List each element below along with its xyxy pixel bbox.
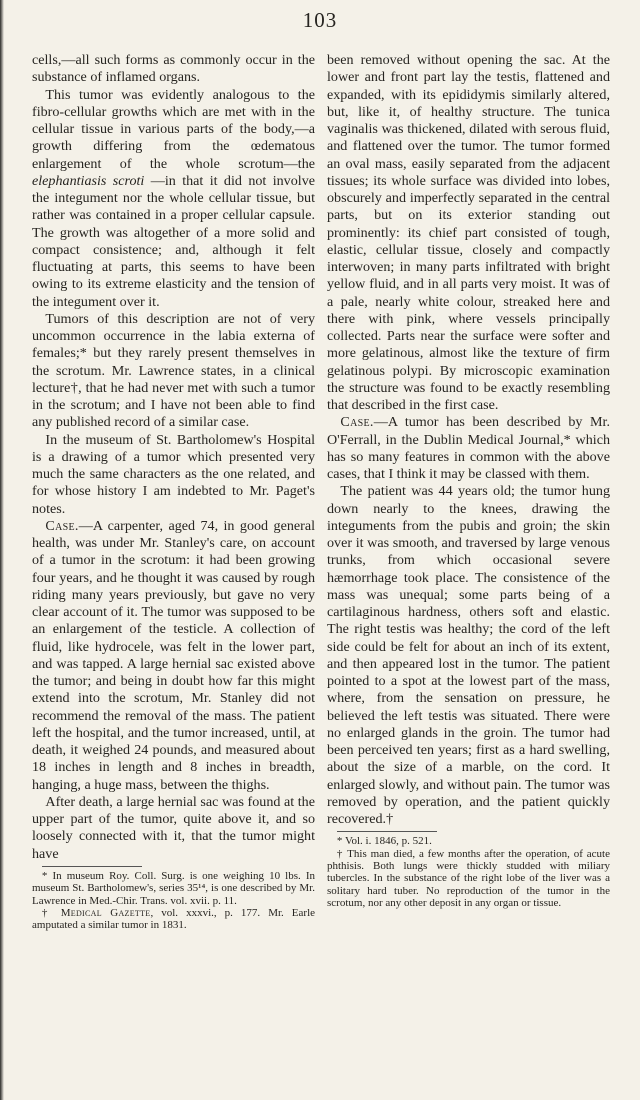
footnote-rule — [42, 866, 142, 867]
footnotes-right — [327, 835, 610, 909]
footnote-rule — [337, 831, 437, 832]
text-run: —A tumor has been described by Mr. O'Ferrall, in the Dublin Medical Journal,* which has so many features in common with the above cases, that I think it may be classed with them. — [327, 414, 610, 482]
text-run: —in that it did not involve the integument nor the whole cellular tissue, but rather was contained in a proper cellular capsule. The growth was altogether of a more solid and compact consistence; and, although it felt fluctuating at parts, this seems to have been owing to its extreme elasticity and the tension of the integument over it. — [32, 172, 315, 310]
text-run: , vol. xxxvi., p. 177. Mr. Earle amputated a similar tumor in 1831. — [32, 906, 316, 932]
paragraph — [32, 518, 315, 794]
paragraph — [327, 414, 610, 483]
footnote — [32, 907, 315, 932]
paragraph — [32, 87, 315, 311]
left-column — [32, 52, 315, 932]
paragraph: cells,—all such forms as commonly occur in the substance of inflamed organs. — [32, 52, 315, 86]
footnote: * Vol. i. 1846, p. 521. — [336, 835, 432, 848]
paragraph: After death, a large hernial sac was found at the upper part of the tumor, quite above it, and so loosely connected with it, that the tumor might have — [32, 793, 315, 862]
text-run: —A carpenter, aged 74, in good general health, was under Mr. Stanley's care, on account of a tumor in the scrotum: it had been growing four years, and he thought it was caused by rough riding many years previously, but gave no very clear account of it. The tumor was supposed to be an enlargement of the testicle. A collection of fluid, like hydrocele, was felt in the lower part, and was tapped. A large hernial sac existed above the tumor; and being in doubt how far this might extend into the scrotum, Mr. Stanley did not recommend the removal of the mass. The patient left the hospital, and the tumor increased, until, at death, it weighed 24 pounds, and measured about 18 inches in length and 8 inches in breadth, hanging, a huge mass, between the thighs. — [32, 517, 315, 793]
page-number: 103 — [302, 8, 338, 32]
paragraph: been removed without opening the sac. At the lower and front part lay the testis, flattened and expanded, with its epididymis similarly altered, but, like it, of healthy structure. The tunica vaginalis was thickened, dilated with serous fluid, and flattened over the tumor. The tumor formed an oval mass, easily separated from the adjacent tissues; its whole surface was divided into lobes, obscurely and imperfectly separated in the central parts, but on its exterior standing out prominently: its chief part consisted of tough, elastic, cellular tissue, closely and compactly interwoven; in many parts infiltrated with bright yellow fluid, and in all parts very moist. It was of a pale, nearly white colour, streaked here and there with pink, where vessels principally collected. Parts near the surface were softer and more gelatinous, almost like the texture of firm gelatinous polypi. By microscopic examination the structure was found to be exactly resembling that described in the first case. — [327, 52, 610, 413]
italic-term: elephantiasis scroti — [32, 172, 145, 189]
footnote: † This man died, a few months after the operation, of acute phthisis. Both lungs were thickly studded with miliary tubercles. In the substance of the right lobe of the liver was a solitary hard tuber. No reproduction of the tumor in the scrotum, nor any other deposit in any organ or tissue. — [327, 847, 610, 910]
paragraph: Tumors of this description are not of very uncommon occurrence in the labia externa of females;* but they rarely present themselves in the scrotum. Mr. Lawrence states, in a clinical lecture†, that he had never met with such a tumor in the scrotum; and I have not been able to find any published record of a similar case. — [32, 310, 315, 431]
text-run: † — [41, 906, 61, 919]
footnote: * In museum Roy. Coll. Surg. is one weighing 10 lbs. In museum St. Bartholomew's, series 35¹⁴, is one described by Mr. Lawrence in Med.-Chir. Trans. vol. xvii. p. 11. — [32, 869, 315, 907]
footnotes-left — [32, 870, 315, 932]
paragraph: In the museum of St. Bartholomew's Hospital is a drawing of a tumor which presented very much the same characters as the one related, and for whose history I am indebted to Mr. Paget's notes. — [32, 431, 315, 517]
journal-name: Medical Gazette — [60, 906, 151, 919]
page-edge-shadow — [0, 0, 4, 1100]
case-label: Case. — [340, 414, 374, 431]
right-column — [327, 52, 610, 910]
case-label: Case. — [45, 517, 79, 534]
paragraph: The patient was 44 years old; the tumor hung down nearly to the knees, drawing the integuments from the pubis and groin; the skin over it was smooth, and traversed by large venous trunks, from which occasional severe hæmorrhage took place. The consistence of the mass was unequal; some parts being of a cartilaginous hardness, others soft and elastic. The right testis was healthy; the cord of the left side could be felt for about an inch of its extent, and then appeared lost in the tumor. The patient pointed to a spot at the lowest part of the mass, where, from the sensation on pressure, he believed the left testis was situated. There were no enlarged glands in the groin. The tumor had been perceived ten years; first as a hard swelling, about the size of a marble, on the cord. It enlarged slowly, and without pain. The tumor was removed by operation, and the patient quickly recovered.† — [327, 483, 610, 827]
text-run: This tumor was evidently analogous to the fibro-cellular growths which are met with in the cellular tissue in various parts of the body,—a growth differing from the œdematous enlargement of the whole scrotum—the — [32, 86, 315, 172]
